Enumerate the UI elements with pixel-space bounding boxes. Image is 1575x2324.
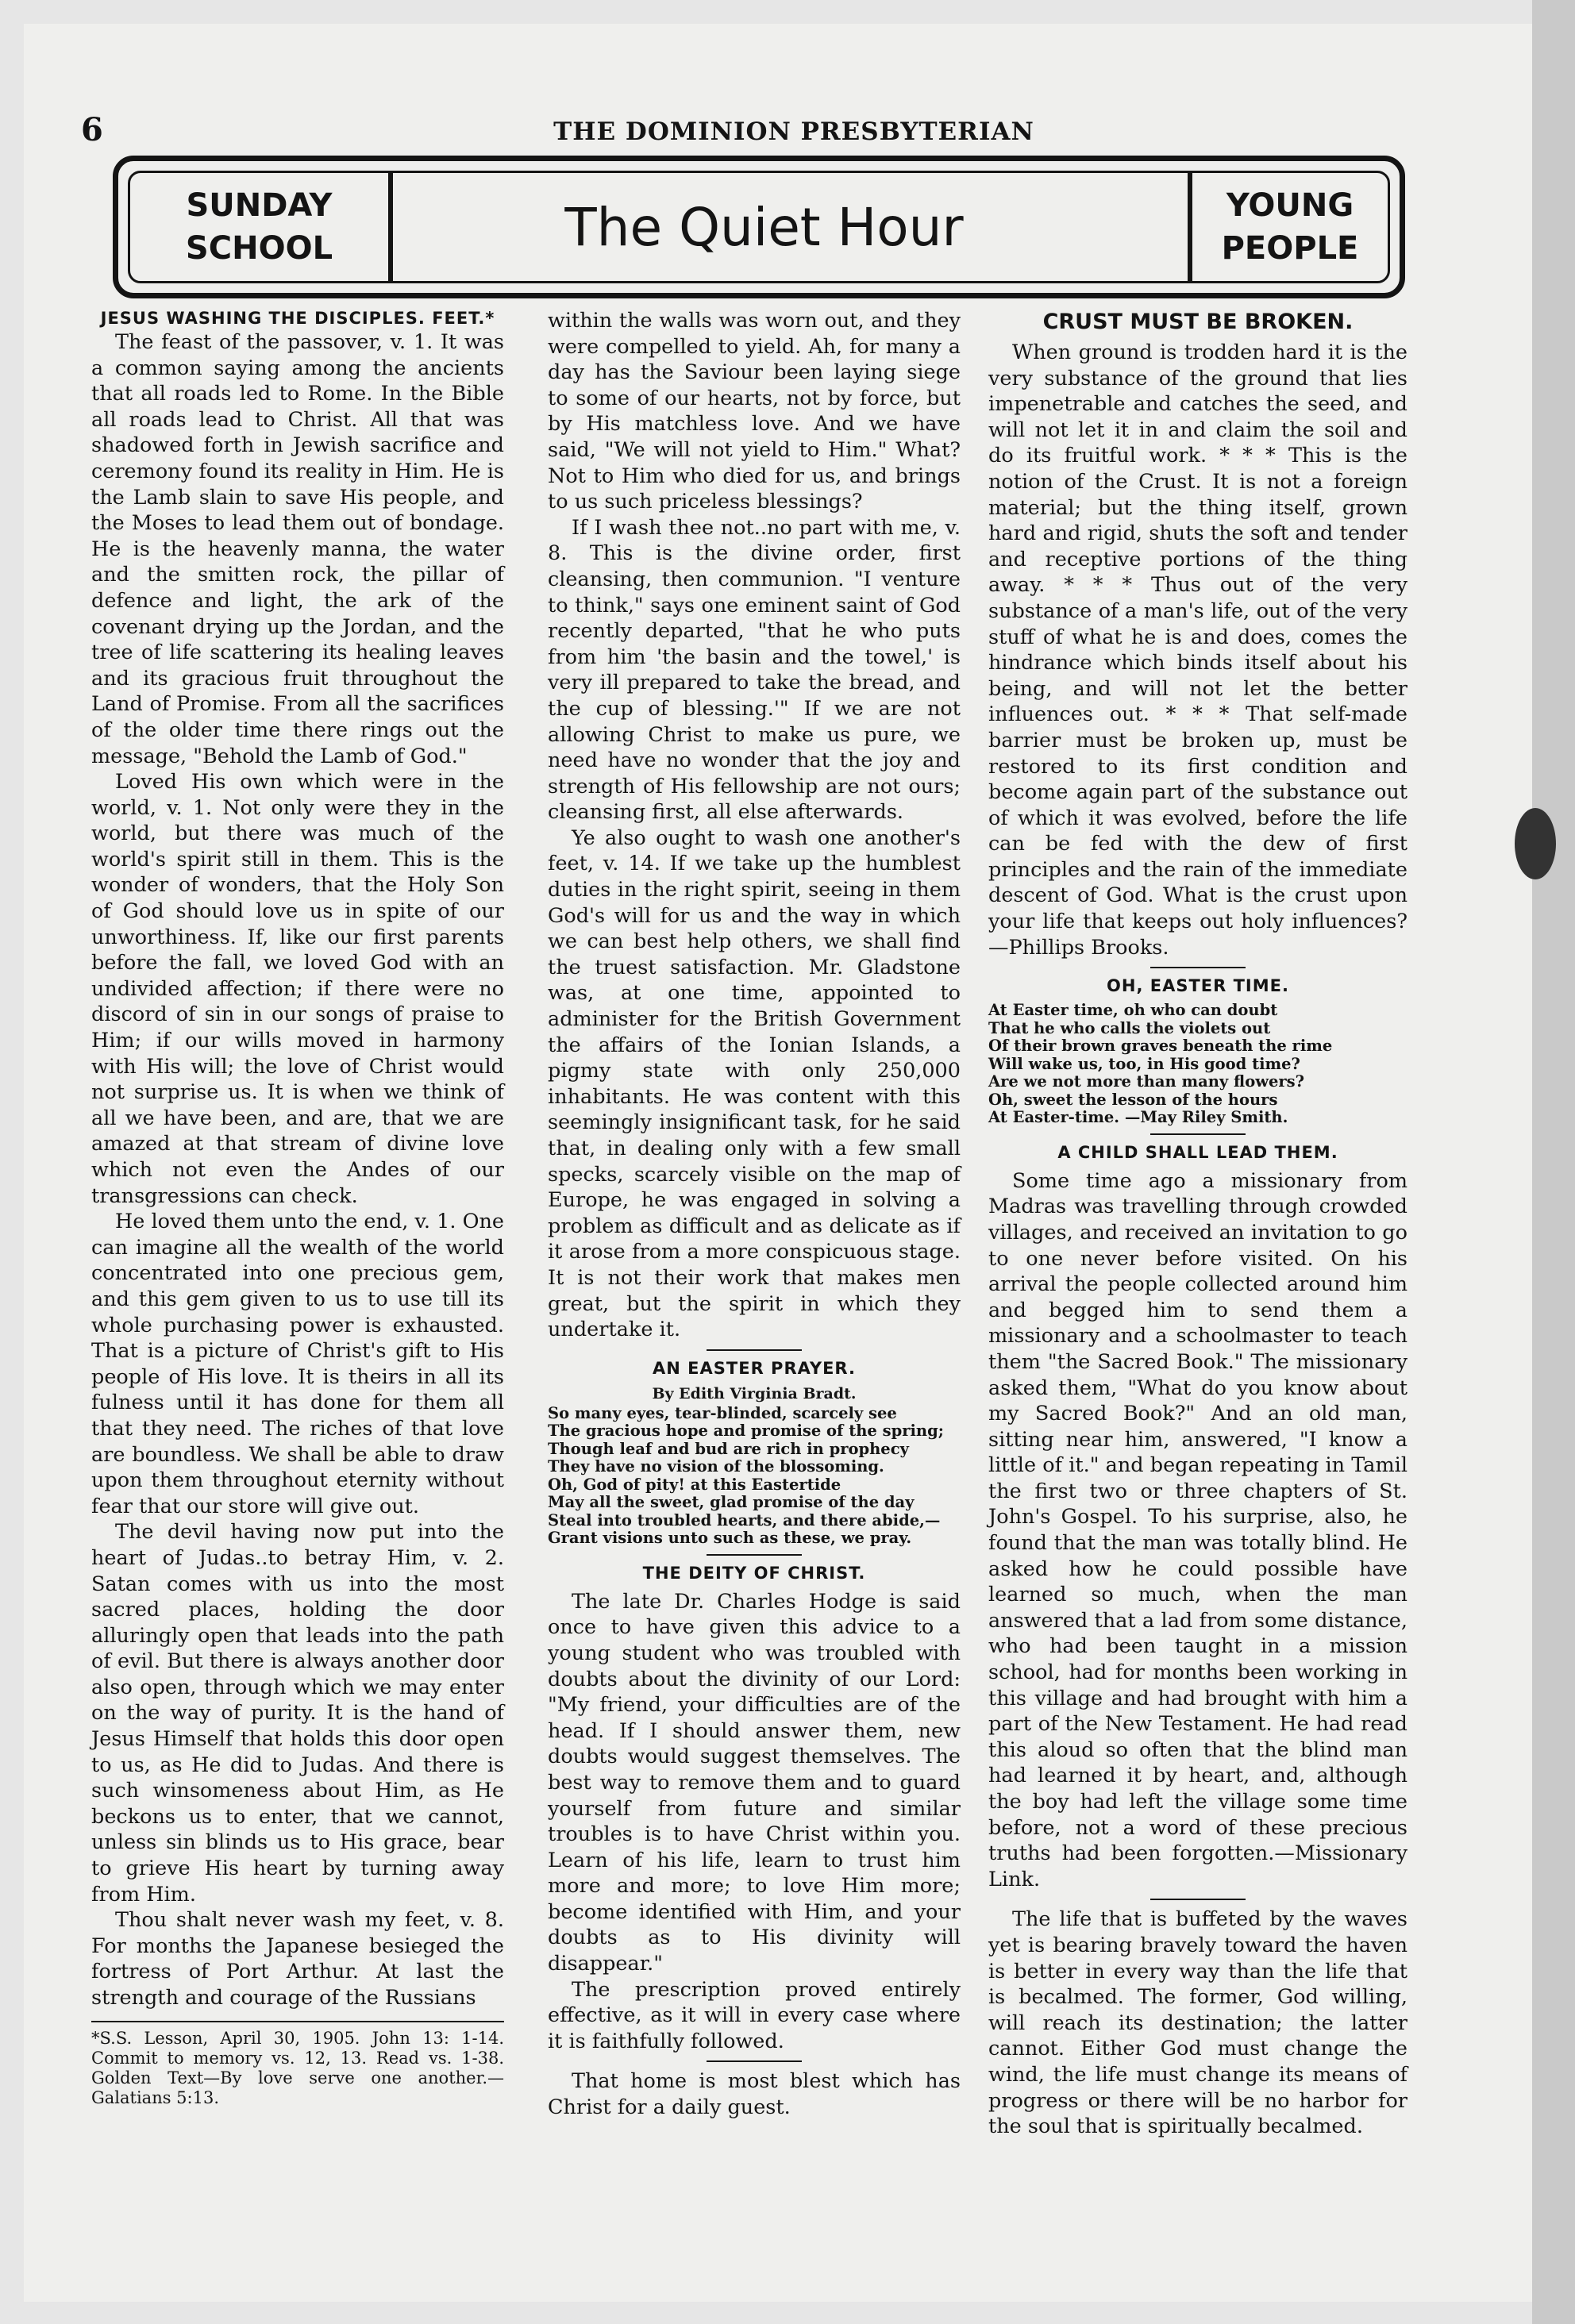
prayer-heading: AN EASTER PRAYER. [653,1358,856,1378]
poem-line: Are we not more than many flowers? [988,1072,1305,1091]
paragraph: The feast of the passover, v. 1. It was a common saying among the ancients that all roads led to Rome. In the Bible all roads lead to Christ. All that was shadowed forth in Jewish sacrifice and ceremony found its reality in Him. He is the Lamb slain to save His people, and the Moses to lead them out of bondage. He is the heavenly manna, the water and the smitten rock, the pillar of defence and light, the ark of the covenant drying up the Jordan, and the tree of life scattering its healing leaves and its gracious fruit throughout the Land of Promise. From all the sacrifices of the older time there rings out the message, "Behold the Lamb of God." [91,330,504,768]
child-heading: A CHILD SHALL LEAD THEM. [1057,1142,1338,1162]
easter-heading: OH, EASTER TIME. [1107,976,1289,996]
section-banner [113,156,1405,298]
banner-inner-frame [128,171,1390,283]
divider [1150,1899,1246,1900]
poem-line: So many eyes, tear-blinded, scarcely see [548,1403,897,1422]
paragraph: If I wash thee not..no part with me, v. 8. This is the divine order, first cleansing, then communion. "I venture to think," says one eminent saint of God recently departed, "that he who puts from him 'the basin and the towel,' is very ill prepared to take the bread, and the cup of blessing.'" If we are not allowing Christ to make us pure, we need have no wonder that the joy and strength of His fellowship are not ours; cleansing first, all else afterwards. [548,515,961,825]
crust-heading: CRUST MUST BE BROKEN. [1042,310,1354,334]
poem-line: Of their brown graves beneath the rime [988,1037,1333,1056]
banner-left-label: SUNDAY SCHOOL [185,187,333,267]
binding-hole [1515,808,1556,879]
column-2 [548,308,961,2121]
paragraph: Thou shalt never wash my feet, v. 8. For months the Japanese besieged the fortress of Port Arthur. At last the strength and courage of the Russians [91,1908,504,2010]
paragraph: within the walls was worn out, and they were compelled to yield. Ah, for many a day has the Saviour been laying siege to some of our hearts, not by force, but by His matchless love. And we have said, "We will not yield to Him." What? Not to Him who died for us, and brings to us such priceless blessings? [548,309,961,514]
poem-line: May all the sweet, glad promise of the day [548,1493,915,1512]
page-number: 6 [81,111,103,148]
footnote: *S.S. Lesson, April 30, 1905. John 13: 1-14. Commit to memory vs. 12, 13. Read vs. 1-38. Golden Text—By love serve one another.—Galatians 5:13. [91,2021,504,2108]
easter-poem [988,1002,1407,1127]
banner-left-panel [130,173,393,281]
paragraph: He loved them unto the end, v. 1. One can imagine all the wealth of the world concentrated into one precious gem, and this gem given to us to use till its whole purchasing power is exhausted. That is a picture of Christ's gift to His people of His love. It is theirs in all its fulness until it has done for them all that they need. The riches of that love are boundless. We shall be able to draw upon them throughout eternity without fear that our store will give out. [91,1210,504,1518]
poem-line: Steal into troubled hearts, and there abide,— [548,1510,941,1529]
poem-line: Oh, God of pity! at this Eastertide [548,1475,841,1494]
paragraph: Loved His own which were in the world, v. 1. Not only were they in the world, but there was much of the world's spirit still in them. This is the wonder of wonders, that the Holy Son of God should love us in spite of our unworthiness. If, like our first parents before the fall, we loved God with an undivided affection; if there were no discord of sin in our songs of praise to Him; if our wills moved in harmony with His will; the love of Christ would not surprise us. It is when we think of all we have been, and are, that we are amazed at that stream of divine love which not even the Andes of our transgressions can check. [91,770,504,1208]
poem-line: Will wake us, too, in His good time? [988,1054,1300,1073]
paragraph: The late Dr. Charles Hodge is said once to have given this advice to a young student who was troubled with doubts about the divinity of our Lord: "My friend, your difficulties are of the head. If I should answer them, new doubts would suggest themselves. The best way to remove them and to guard yourself from future and similar troubles is to have Christ within you. Learn of his life, learn to trust him more and more; to love Him more; become identified with Him, and your doubts as to His divinity will disappear." [548,1589,961,1976]
paragraph: Ye also ought to wash one another's feet, v. 14. If we take up the humblest duties in the right spirit, seeing in them God's will for us and the way in which we can best help others, we shall find the truest satisfaction. Mr. Gladstone was, at one time, appointed to administer for the British Government the affairs of the Ionian Islands, a pigmy state with only 250,000 inhabitants. He was content with this seemingly insignificant task, for he said that, in dealing only with a few small specks, scarcely visible on the map of Europe, he was engaged in solving a problem as difficult and as delicate as if it arose from a more conspicuous stage. It is not their work that makes men great, but the spirit in which they undertake it. [548,825,961,1342]
divider [707,1349,802,1351]
banner-title: The Quiet Hour [564,196,964,258]
paragraph: The prescription proved entirely effective, as it will in every case where it is faithfully followed. [548,1977,961,2053]
divider [707,2060,802,2062]
paragraph: The devil having now put into the heart of Judas..to betray Him, v. 2. Satan comes with us into the most sacred places, holding the door alluringly open that leads into the path of evil. But there is always another door also open, through which we may enter on the way of purity. It is the hand of Jesus Himself that holds this door open to us, as He did to Judas. And there is such winsomeness about Him, as He beckons us to enter, that we cannot, unless sin blinds us to His grace, bear to grieve His heart by turning away from Him. [91,1520,504,1907]
running-title: THE DOMINION PRESBYTERIAN [553,117,1034,146]
closing-line: That home is most blest which has Christ for a daily guest. [548,2069,961,2120]
paragraph: When ground is trodden hard it is the very substance of the ground that lies impenetrable and catches the seed, and will not let it in and claim the soil and do its fruitful work. * * * This is the notion of the Crust. It is not a foreign material; but the thing itself, grown hard and rigid, shuts the soft and tender and receptive portions of the thing away. * * * Thus out of the very substance of a man's life, out of the very stuff of what he is and does, comes the hindrance which binds itself about his being, and will not let the better influences out. * * * That self-made barrier must be broken up, must be restored to its first condition and become again part of the substance out of which it was evolved, before the life can be fed with the dew of first principles and the rain of the immediate descent of God. What is the crust upon your life that keeps out holy influences?—Phillips Brooks. [988,341,1407,960]
banner-right-panel [1188,173,1388,281]
scan-edge [1532,0,1575,2324]
poem-line: Oh, sweet the lesson of the hours [988,1090,1278,1109]
divider [1150,1133,1246,1135]
poem-line: They have no vision of the blossoming. [548,1457,884,1476]
column-1 [91,308,504,2108]
deity-heading: THE DEITY OF CHRIST. [642,1563,866,1583]
paragraph: Some time ago a missionary from Madras was travelling through crowded villages, and received an invitation to go to one never before visited. On his arrival the people collected around him and begged him to send them a missionary and a schoolmaster to teach them "the Sacred Book." The missionary asked them, "What do you know about my Sacred Book?" And an old man, sitting near him, answered, "I know a little of it." and began repeating in Tamil the first two or three chapters of St. John's Gospel. To his surprise, also, he found that the man was totally blind. He asked how he could possible have learned so much, when the man answered that a lad from some distance, who had been taught in a mission school, had for months been working in this village and had brought with him a part of the New Testament. He had read this aloud so often that the blind man had learned it by heart, and, although the boy had left the village some time before, not a word of these precious truths had been forgotten.—Missionary Link. [988,1168,1407,1891]
prayer-poem [548,1405,961,1548]
lesson-heading: JESUS WASHING THE DISCIPLES. FEET.* [100,309,495,328]
banner-right-label: YOUNG PEOPLE [1221,187,1359,267]
poem-line: At Easter-time. —May Riley Smith. [988,1108,1288,1127]
poem-line: Grant visions unto such as these, we pray. [548,1529,912,1548]
divider [1150,967,1246,968]
prayer-byline: By Edith Virginia Bradt. [652,1384,857,1402]
poem-line: Though leaf and bud are rich in prophecy [548,1439,909,1458]
poem-line: At Easter time, oh who can doubt [988,1001,1278,1020]
divider [707,1554,802,1556]
closing-paragraph: The life that is buffeted by the waves yet is bearing bravely toward the haven is better in every way than the life that is becalmed. The former, God willing, will reach its destination; the latter cannot. Either God must change the wind, the life must change its means of progress or there will be no harbor for the soul that is spiritually becalmed. [988,1907,1407,2139]
banner-center-panel [393,173,1135,281]
column-3 [988,308,1407,2140]
poem-line: The gracious hope and promise of the spring; [548,1422,944,1441]
poem-line: That he who calls the violets out [988,1018,1271,1037]
